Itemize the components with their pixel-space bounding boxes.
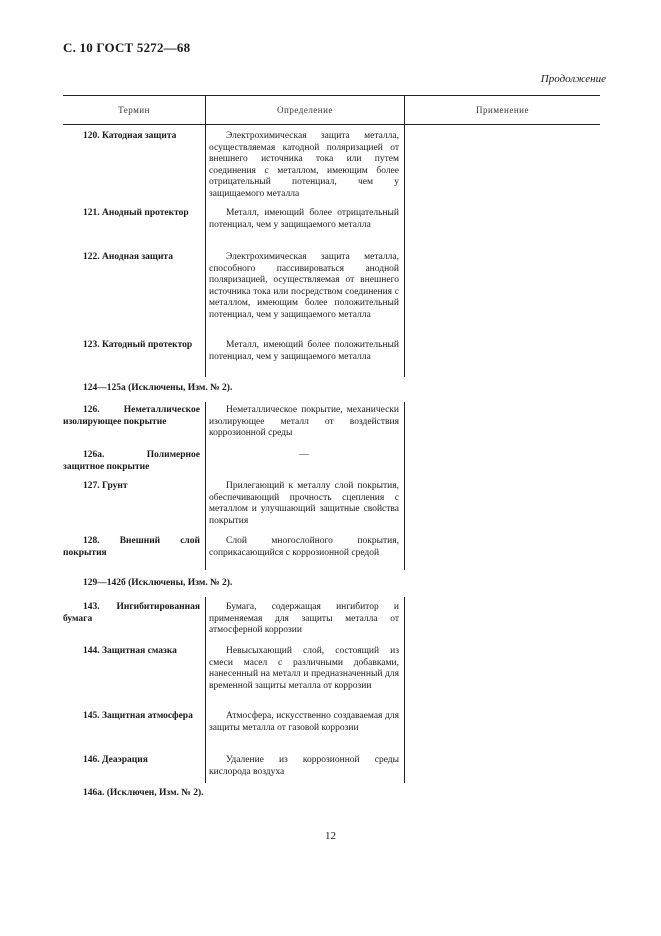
document-header: С. 10 ГОСТ 5272—68 <box>63 40 191 55</box>
entry-term: 128. Внешний слой покрытия <box>63 536 200 558</box>
entry-definition: Металл, имеющий более положительный потенциал, чем у защищаемого металла <box>209 340 399 362</box>
entry-term: 123. Катодный протектор <box>83 340 193 350</box>
excluded-entry: 146а. (Исключен, Изм. № 2). <box>83 788 204 798</box>
column-divider-1 <box>205 597 206 783</box>
entry-definition: Прилегающий к металлу слой покрытия, обеспечивающий прочность сцепления с металлом и улучшающий защитные свойства покрытия <box>209 481 399 526</box>
column-header-term: Термин <box>118 105 150 115</box>
excluded-entry: 124—125а (Исключены, Изм. № 2). <box>83 383 233 393</box>
entry-term: 127. Грунт <box>83 481 128 491</box>
entry-term: 143. Ингибитированная бумага <box>63 602 200 624</box>
entry-definition: Бумага, содержащая ингибитор и применяемая для защиты металла от атмосферной коррозии <box>209 602 399 636</box>
entry-term: 146. Деаэрация <box>83 755 148 765</box>
continuation-label: Продолжение <box>540 73 606 85</box>
column-divider-2 <box>404 597 405 783</box>
page-number: 12 <box>325 830 336 842</box>
entry-term: 145. Защитная атмосфера <box>83 711 193 721</box>
entry-definition: Металл, имеющий более отрицательный потенциал, чем у защищаемого металла <box>209 208 399 230</box>
column-divider-1 <box>205 402 206 570</box>
entry-definition: Электрохимическая защита металла, осуществляемая катодной поляризацией от внешнего источника тока или путем соединения с металлом, имеющим более отрицательный потенциал, чем у защищаемого металла <box>209 131 399 199</box>
entry-term: 120. Катодная защита <box>83 131 177 141</box>
entry-term: 126. Неметаллическое изолирующее покрытие <box>63 405 200 427</box>
column-header-application: Применение <box>476 105 529 115</box>
entry-definition: Удаление из коррозионной среды кислорода воздуха <box>209 755 399 777</box>
column-header-definition: Определение <box>277 105 333 115</box>
column-divider-2 <box>404 402 405 570</box>
entry-definition: Атмосфера, искусственно создаваемая для защиты металла от газовой коррозии <box>209 711 399 733</box>
excluded-entry: 129—142б (Исключены, Изм. № 2). <box>83 578 233 588</box>
entry-term: 121. Анодный протектор <box>83 208 189 218</box>
entry-term: 144. Защитная смазка <box>83 646 177 656</box>
column-divider-2 <box>404 95 405 377</box>
entry-definition: Неметаллическое покрытие, механически изолирующее металл от воздействия коррозионной среды <box>209 405 399 439</box>
entry-term: 126а. Полимерное защитное покрытие <box>63 450 200 472</box>
entry-definition: — <box>299 450 309 460</box>
entry-definition: Невысыхающий слой, состоящий из смеси масел с различными добавками, нанесенный на металл и предназначенный для временной защиты металла от коррозии <box>209 646 399 691</box>
entry-definition: Слой многослойного покрытия, соприкасающийся с коррозионной средой <box>209 536 399 558</box>
entry-definition: Электрохимическая защита металла, способного пассивироваться анодной поляризацией, осуществляемая от внешнего источника тока или посредством соединения с металлом, имеющим более положительный потенциал, чем у защищаемого металла <box>209 252 399 320</box>
entry-term: 122. Анодная защита <box>83 252 173 262</box>
column-divider-1 <box>205 95 206 377</box>
